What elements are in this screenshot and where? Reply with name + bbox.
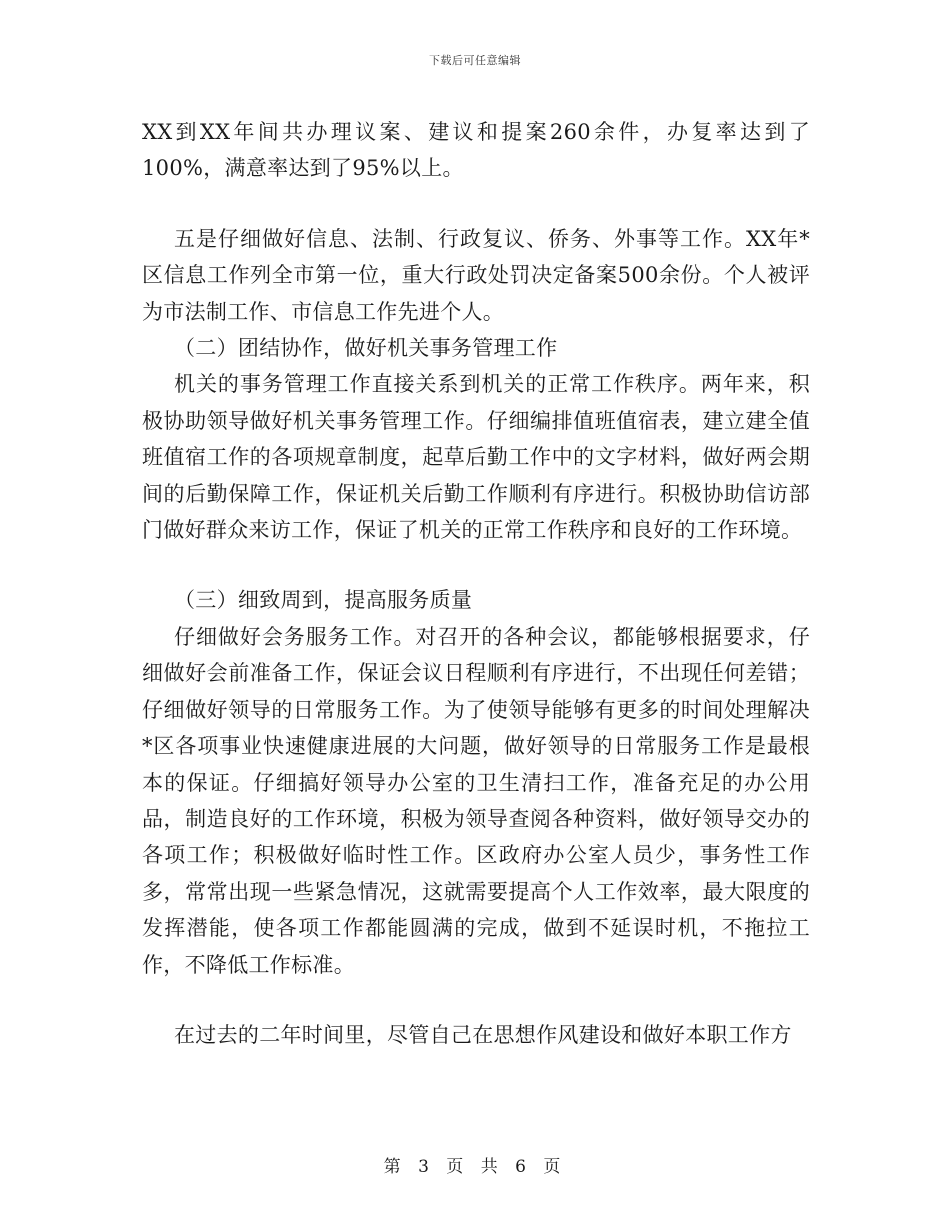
paragraph-affairs-management: 机关的事务管理工作直接关系到机关的正常工作秩序。两年来，积极协助领导做好机关事务管理工作。仔细编排值班值宿表，建立建全值班值宿工作的各项规章制度，起草后勤工作中的文字材料，做好两会期间的后勤保障工作，保证机关后勤工作顺利有序进行。积极协助信访部门做好群众来访工作，保证了机关的正常工作秩序和良好的工作环境。 <box>142 372 810 543</box>
paragraph-item-five: 五是仔细做好信息、法制、行政复议、侨务、外事等工作。XX年*区信息工作列全市第一位，重大行政处罚决定备案500余份。个人被评为市法制工作、市信息工作先进个人。 <box>142 226 810 324</box>
paragraph-gap <box>142 983 810 1017</box>
paragraph-gap <box>142 187 810 221</box>
section-heading-three: （三）细致周到，提高服务质量 <box>174 588 473 613</box>
paragraph-summary-start: 在过去的二年时间里，尽管自己在思想作风建设和做好本职工作方 <box>174 1022 792 1047</box>
paragraph-gap <box>142 548 810 582</box>
section-heading-two: （二）团结协作，做好机关事务管理工作 <box>174 336 558 361</box>
page-header-note: 下载后可任意编辑 <box>429 54 521 67</box>
page-number-footer: 第 3 页 共 6 页 <box>383 1157 567 1177</box>
paragraph-statistics: XX到XX年间共办理议案、建议和提案260余件，办复率达到了100%，满意率达到了95%以上。 <box>142 120 810 181</box>
paragraph-service-quality: 仔细做好会务服务工作。对召开的各种会议，都能够根据要求，仔细做好会前准备工作，保证会议日程顺利有序进行，不出现任何差错；仔细做好领导的日常服务工作。为了使领导能够有更多的时间处理解决*区各项事业快速健康进展的大问题，做好领导的日常服务工作是最根本的保证。仔细搞好领导办公室的卫生清扫工作，准备充足的办公用品，制造良好的工作环境，积极为领导查阅各种资料，做好领导交办的各项工作；积极做好临时性工作。区政府办公室人员少，事务性工作多，常常出现一些紧急情况，这就需要提高个人工作效率，最大限度的发挥潜能，使各项工作都能圆满的完成，做到不延误时机，不拖拉工作，不降低工作标准。 <box>142 624 810 977</box>
document-body <box>142 114 810 1053</box>
